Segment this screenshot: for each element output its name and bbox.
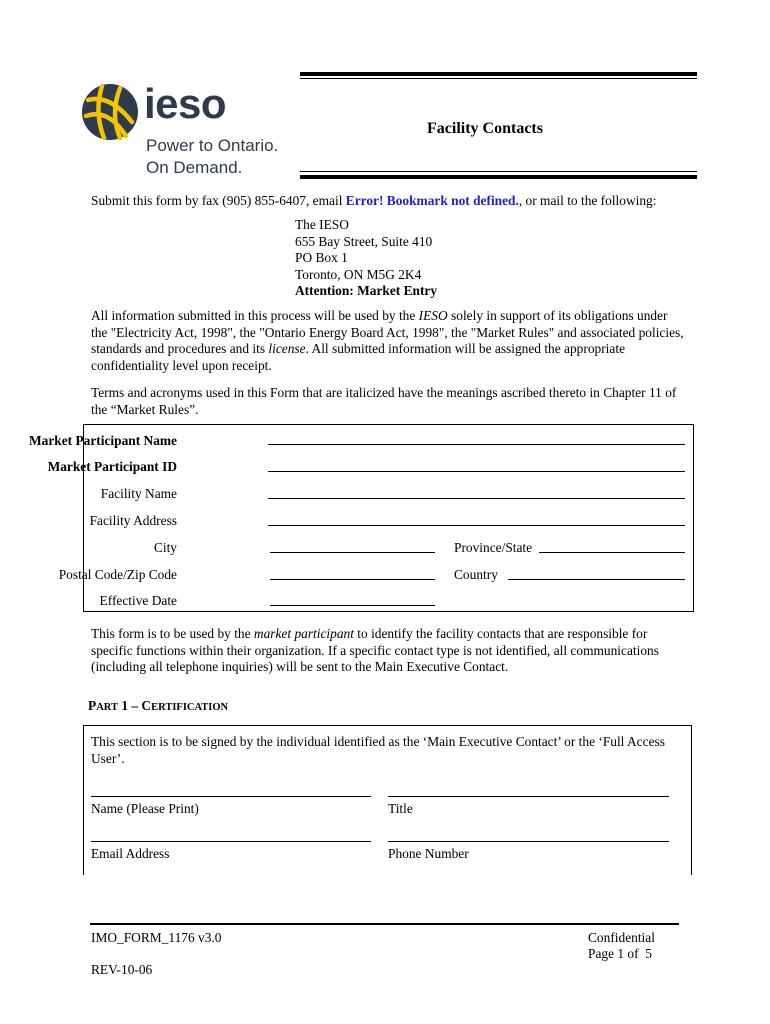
postal-code-field[interactable]	[270, 579, 435, 580]
usage-text-2: to identify the facility contacts that are responsible for specific functions within their organization. If a specific contact type is not identified, all communications (including all telephone inquiries) will be sent to the Main Executive Contact.	[91, 626, 659, 674]
info-paragraph	[91, 308, 686, 374]
info-license-term: license	[268, 341, 306, 356]
certification-instruction: This section is to be signed by the individual identified as the ‘Main Executive Contact’ or the ‘Full Access User’.	[91, 734, 665, 766]
info-text-3: . All submitted information will be assigned the appropriate confidentiality level upon receipt.	[91, 341, 626, 373]
part1-heading-p: P	[88, 698, 97, 713]
address-attention: Attention: Market Entry	[295, 283, 438, 298]
email-label: Email Address	[91, 846, 170, 861]
usage-text-1: This form is to be used by the	[91, 626, 254, 641]
info-text-2: solely in support of its obligations under the "Electricity Act, 1998", the "Ontario Energy Board Act, 1998", the "Market Rules" and associated policies, standards and procedures and its	[91, 308, 684, 356]
province-label: Province/State	[454, 540, 533, 555]
part1-heading-art: ART	[96, 702, 118, 713]
mp-name-field[interactable]	[268, 444, 685, 445]
effective-date-label: Effective Date	[99, 593, 177, 608]
postal-code-label: Postal Code/Zip Code	[58, 567, 177, 582]
info-text-1: All information submitted in this process will be used by the	[91, 308, 419, 323]
title-label: Title	[388, 801, 413, 816]
address-line-2: 655 Bay Street, Suite 410	[295, 233, 433, 249]
ieso-logo	[80, 80, 280, 180]
effective-date-field[interactable]	[270, 605, 435, 606]
mp-id-label: Market Participant ID	[47, 459, 177, 474]
part1-heading-cert: ERTIFICATION	[151, 702, 229, 713]
mp-id-field[interactable]	[268, 471, 685, 472]
name-label: Name (Please Print)	[91, 801, 199, 816]
header-rule-top-thick	[300, 72, 697, 76]
country-label: Country	[454, 567, 498, 582]
facility-info-form	[29, 424, 694, 612]
address-line-3: PO Box 1	[295, 250, 348, 265]
footer-confidential: Confidential	[588, 930, 655, 945]
header-rule-bottom-thick	[300, 175, 697, 179]
submit-suffix: , or mail to the following:	[518, 193, 657, 208]
info-ieso-term: IESO	[418, 308, 448, 323]
certification-section	[83, 725, 692, 875]
province-field[interactable]	[539, 552, 685, 553]
facility-name-field[interactable]	[268, 498, 685, 499]
phone-label: Phone Number	[388, 846, 469, 861]
footer-page-number: Page 1 of 5	[588, 946, 652, 961]
name-signature-line[interactable]	[91, 796, 371, 797]
ieso-globe-icon	[80, 82, 140, 142]
facility-name-label: Facility Name	[100, 486, 177, 501]
email-signature-line[interactable]	[91, 841, 371, 842]
mailing-address	[295, 217, 437, 300]
footer-revision: REV-10-06	[91, 962, 153, 977]
address-line-4: Toronto, ON M5G 2K4	[295, 266, 422, 282]
header-rule-top-thin	[300, 78, 697, 79]
logo-tagline-2: On Demand.	[146, 158, 243, 177]
country-field[interactable]	[508, 579, 685, 580]
logo-wordmark: ieso	[144, 80, 227, 127]
header-rule-bottom-thin	[300, 171, 697, 172]
city-field[interactable]	[270, 552, 435, 553]
terms-paragraph: Terms and acronyms used in this Form that are italicized have the meanings ascribed thereto in Chapter 11 of the “Market Rules”.	[91, 385, 677, 417]
address-line-1: The IESO	[295, 217, 349, 232]
bookmark-error-text: Error! Bookmark not defined.	[345, 193, 519, 208]
submit-prefix: Submit this form by fax (905) 855-6407, email	[91, 193, 346, 208]
usage-paragraph	[91, 626, 686, 676]
phone-signature-line[interactable]	[388, 841, 669, 842]
logo-tagline-1: Power to Ontario.	[146, 136, 279, 155]
part1-heading-mid: 1 – C	[118, 698, 152, 713]
city-label: City	[153, 540, 177, 555]
footer-form-id: IMO_FORM_1176 v3.0	[91, 930, 222, 945]
part1-heading	[88, 698, 228, 714]
usage-market-participant-term: market participant	[253, 626, 354, 641]
footer-rule	[90, 923, 679, 925]
page-title: Facility Contacts	[427, 120, 543, 137]
mp-name-label: Market Participant Name	[29, 433, 177, 448]
submit-instructions	[91, 193, 656, 210]
title-signature-line[interactable]	[388, 796, 669, 797]
facility-address-field[interactable]	[268, 525, 685, 526]
facility-address-label: Facility Address	[89, 513, 177, 528]
